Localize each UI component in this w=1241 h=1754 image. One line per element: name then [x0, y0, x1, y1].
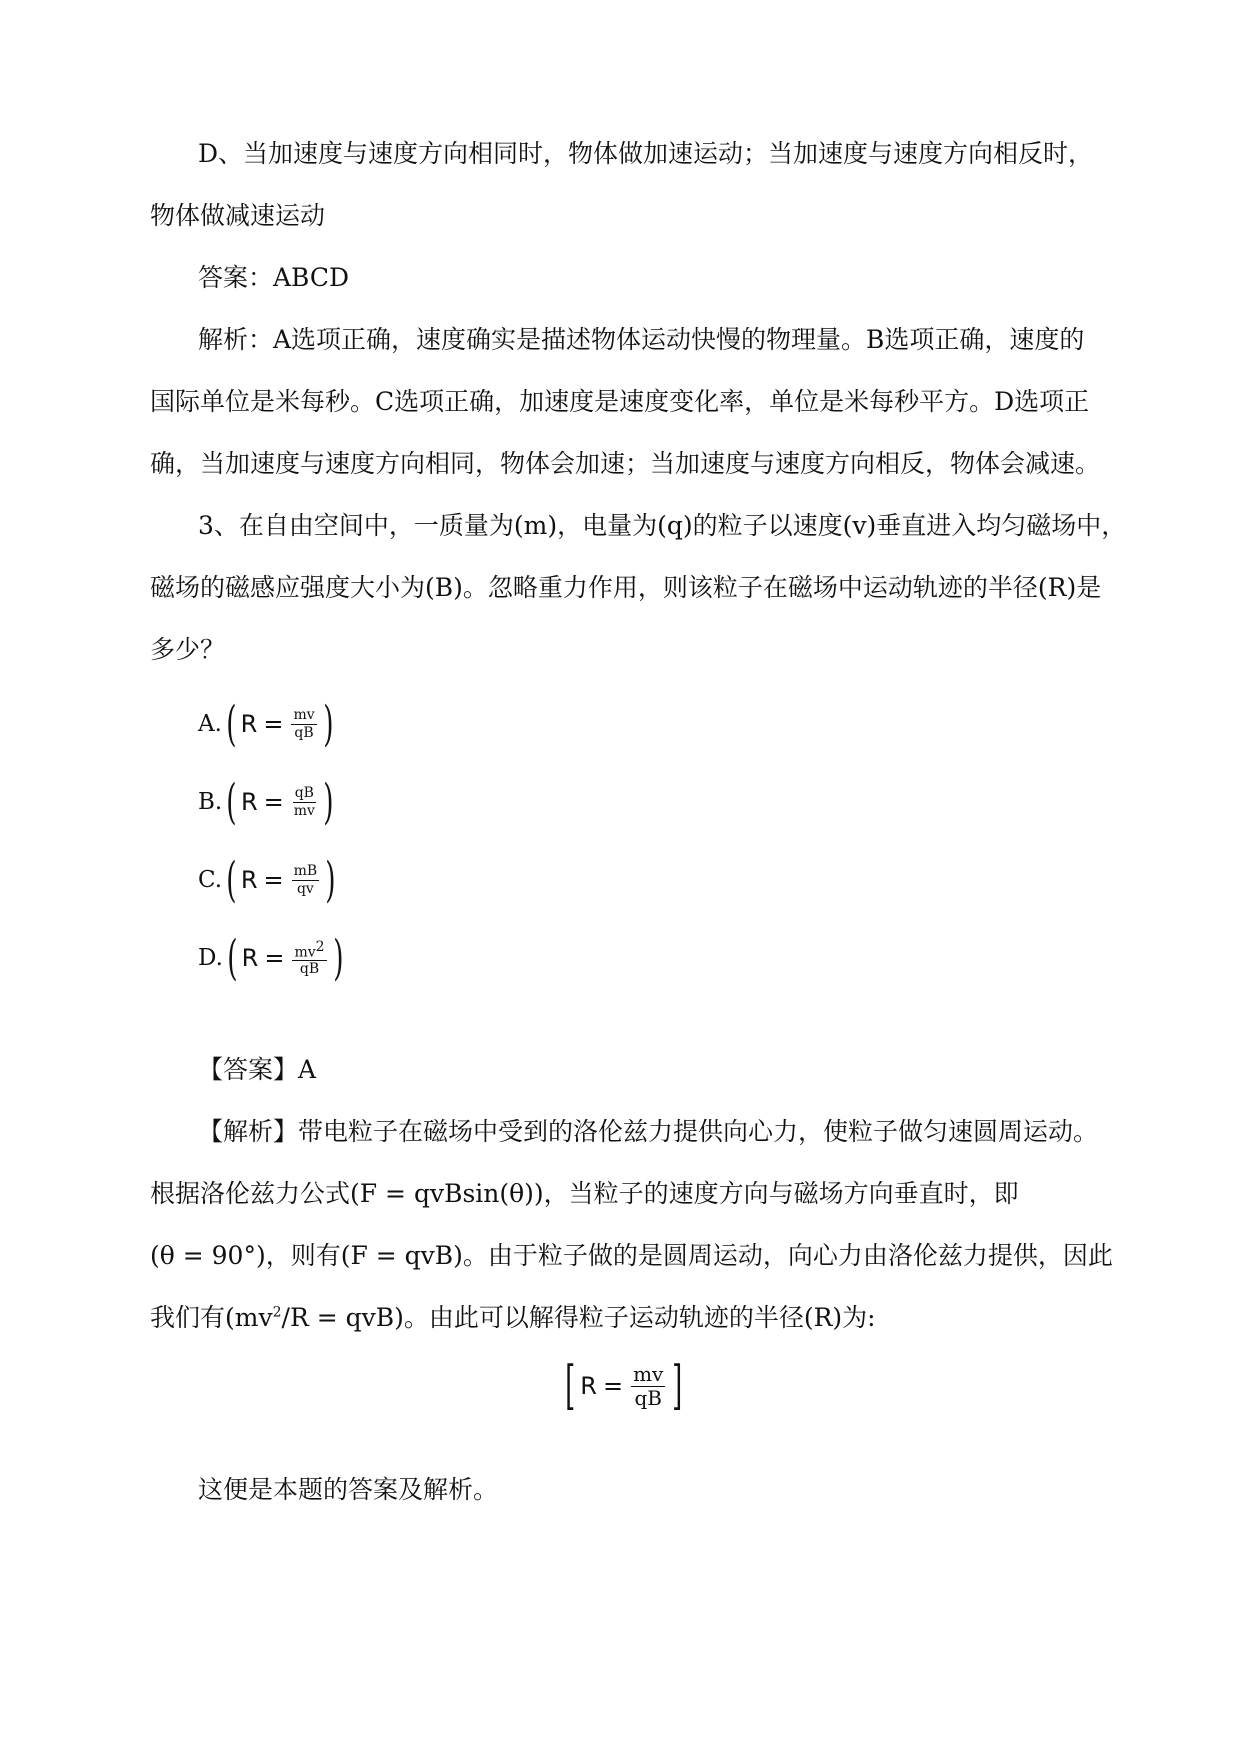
option-b-denominator: mv: [293, 802, 315, 819]
analysis-1-line3: 确，当加速度与速度方向相同，物体会加速；当加速度与速度方向相反，物体会减速。: [150, 449, 1101, 478]
answer-label-1: 答案：ABCD: [198, 263, 350, 292]
question-3-line1: 3、在自由空间中，一质量为(m)，电量为(q)的粒子以速度(v)垂直进入均匀磁场中，: [198, 511, 1127, 540]
question-3-line3: 多少？: [150, 635, 226, 664]
close-paren: ): [332, 930, 344, 986]
close-paren: ): [325, 852, 336, 908]
option-b-equals: =: [263, 788, 284, 816]
option-d-numerator: $mv^2$: [294, 938, 325, 961]
option-c-numerator: mB: [293, 863, 318, 880]
close-bracket: ]: [672, 1356, 683, 1416]
result-r: R: [580, 1372, 597, 1400]
option-a-label: A.: [198, 711, 222, 737]
option-c-r: R: [240, 866, 258, 894]
option-c-equals: =: [263, 866, 284, 894]
open-paren: (: [226, 696, 237, 752]
open-paren: (: [226, 774, 237, 830]
analysis-1-line2: 国际单位是米每秒。C选项正确，加速度是速度变化率，单位是米每秒平方。D选项正: [150, 387, 1090, 416]
option-a-fraction: [291, 707, 316, 740]
option-c-denominator: qv: [296, 880, 314, 897]
option-d-label: D.: [198, 945, 223, 971]
option-d: [198, 930, 347, 986]
result-formula: [560, 1356, 688, 1416]
result-denominator: qB: [634, 1385, 662, 1410]
analysis-2-line2: 根据洛伦兹力公式(F = qvBsin(θ))，当粒子的速度方向与磁场方向垂直时，即: [150, 1179, 1019, 1208]
option-d-denominator: qB: [299, 961, 320, 978]
analysis-2-line4: 我们有$(mv^2/R = qvB)$。由此可以解得粒子运动轨迹的半径(R)为:: [150, 1303, 876, 1332]
question-3-line2: 磁场的磁感应强度大小为(B)。忽略重力作用，则该粒子在磁场中运动轨迹的半径(R)是: [150, 573, 1102, 602]
option-c-label: C.: [198, 867, 223, 893]
closing-text: 这便是本题的答案及解析。: [198, 1475, 499, 1504]
option-a: [198, 696, 337, 752]
close-paren: ): [323, 774, 334, 830]
option-a-equals: =: [263, 710, 284, 738]
option-b-numerator: qB: [294, 785, 314, 802]
open-bracket: [: [565, 1356, 576, 1416]
option-b-r: R: [240, 788, 258, 816]
option-d-equals: =: [264, 944, 285, 972]
analysis-2-line1: 【解析】带电粒子在磁场中受到的洛伦兹力提供向心力，使粒子做匀速圆周运动。: [198, 1117, 1099, 1146]
option-a-r: R: [240, 710, 258, 738]
option-d-r: R: [241, 944, 259, 972]
analysis-1-line1: 解析：A选项正确，速度确实是描述物体运动快慢的物理量。B选项正确，速度的: [198, 325, 1085, 354]
result-fraction: [631, 1363, 665, 1410]
open-paren: (: [227, 930, 238, 986]
option-a-denominator: qB: [294, 724, 314, 741]
option-d-fraction: [292, 939, 326, 978]
result-numerator: mv: [633, 1361, 664, 1386]
option-b: [198, 774, 338, 830]
option-b-fraction: [292, 785, 317, 818]
option-b-label: B.: [198, 789, 223, 815]
result-equals: =: [602, 1372, 624, 1400]
option-c: [198, 852, 340, 908]
option-d-text-line1: D、当加速度与速度方向相同时，物体做加速运动；当加速度与速度方向相反时，: [198, 139, 1094, 168]
option-d-text-line2: 物体做减速运动: [150, 201, 326, 230]
open-paren: (: [226, 852, 237, 908]
option-a-numerator: mv: [293, 707, 315, 724]
analysis-2-line3: (θ = 90°)，则有(F = qvB)。由于粒子做的是圆周运动，向心力由洛伦兹力提供，因此: [150, 1241, 1113, 1270]
option-c-fraction: [292, 863, 320, 896]
answer-label-2: 【答案】A: [198, 1055, 317, 1084]
close-paren: ): [322, 696, 334, 752]
